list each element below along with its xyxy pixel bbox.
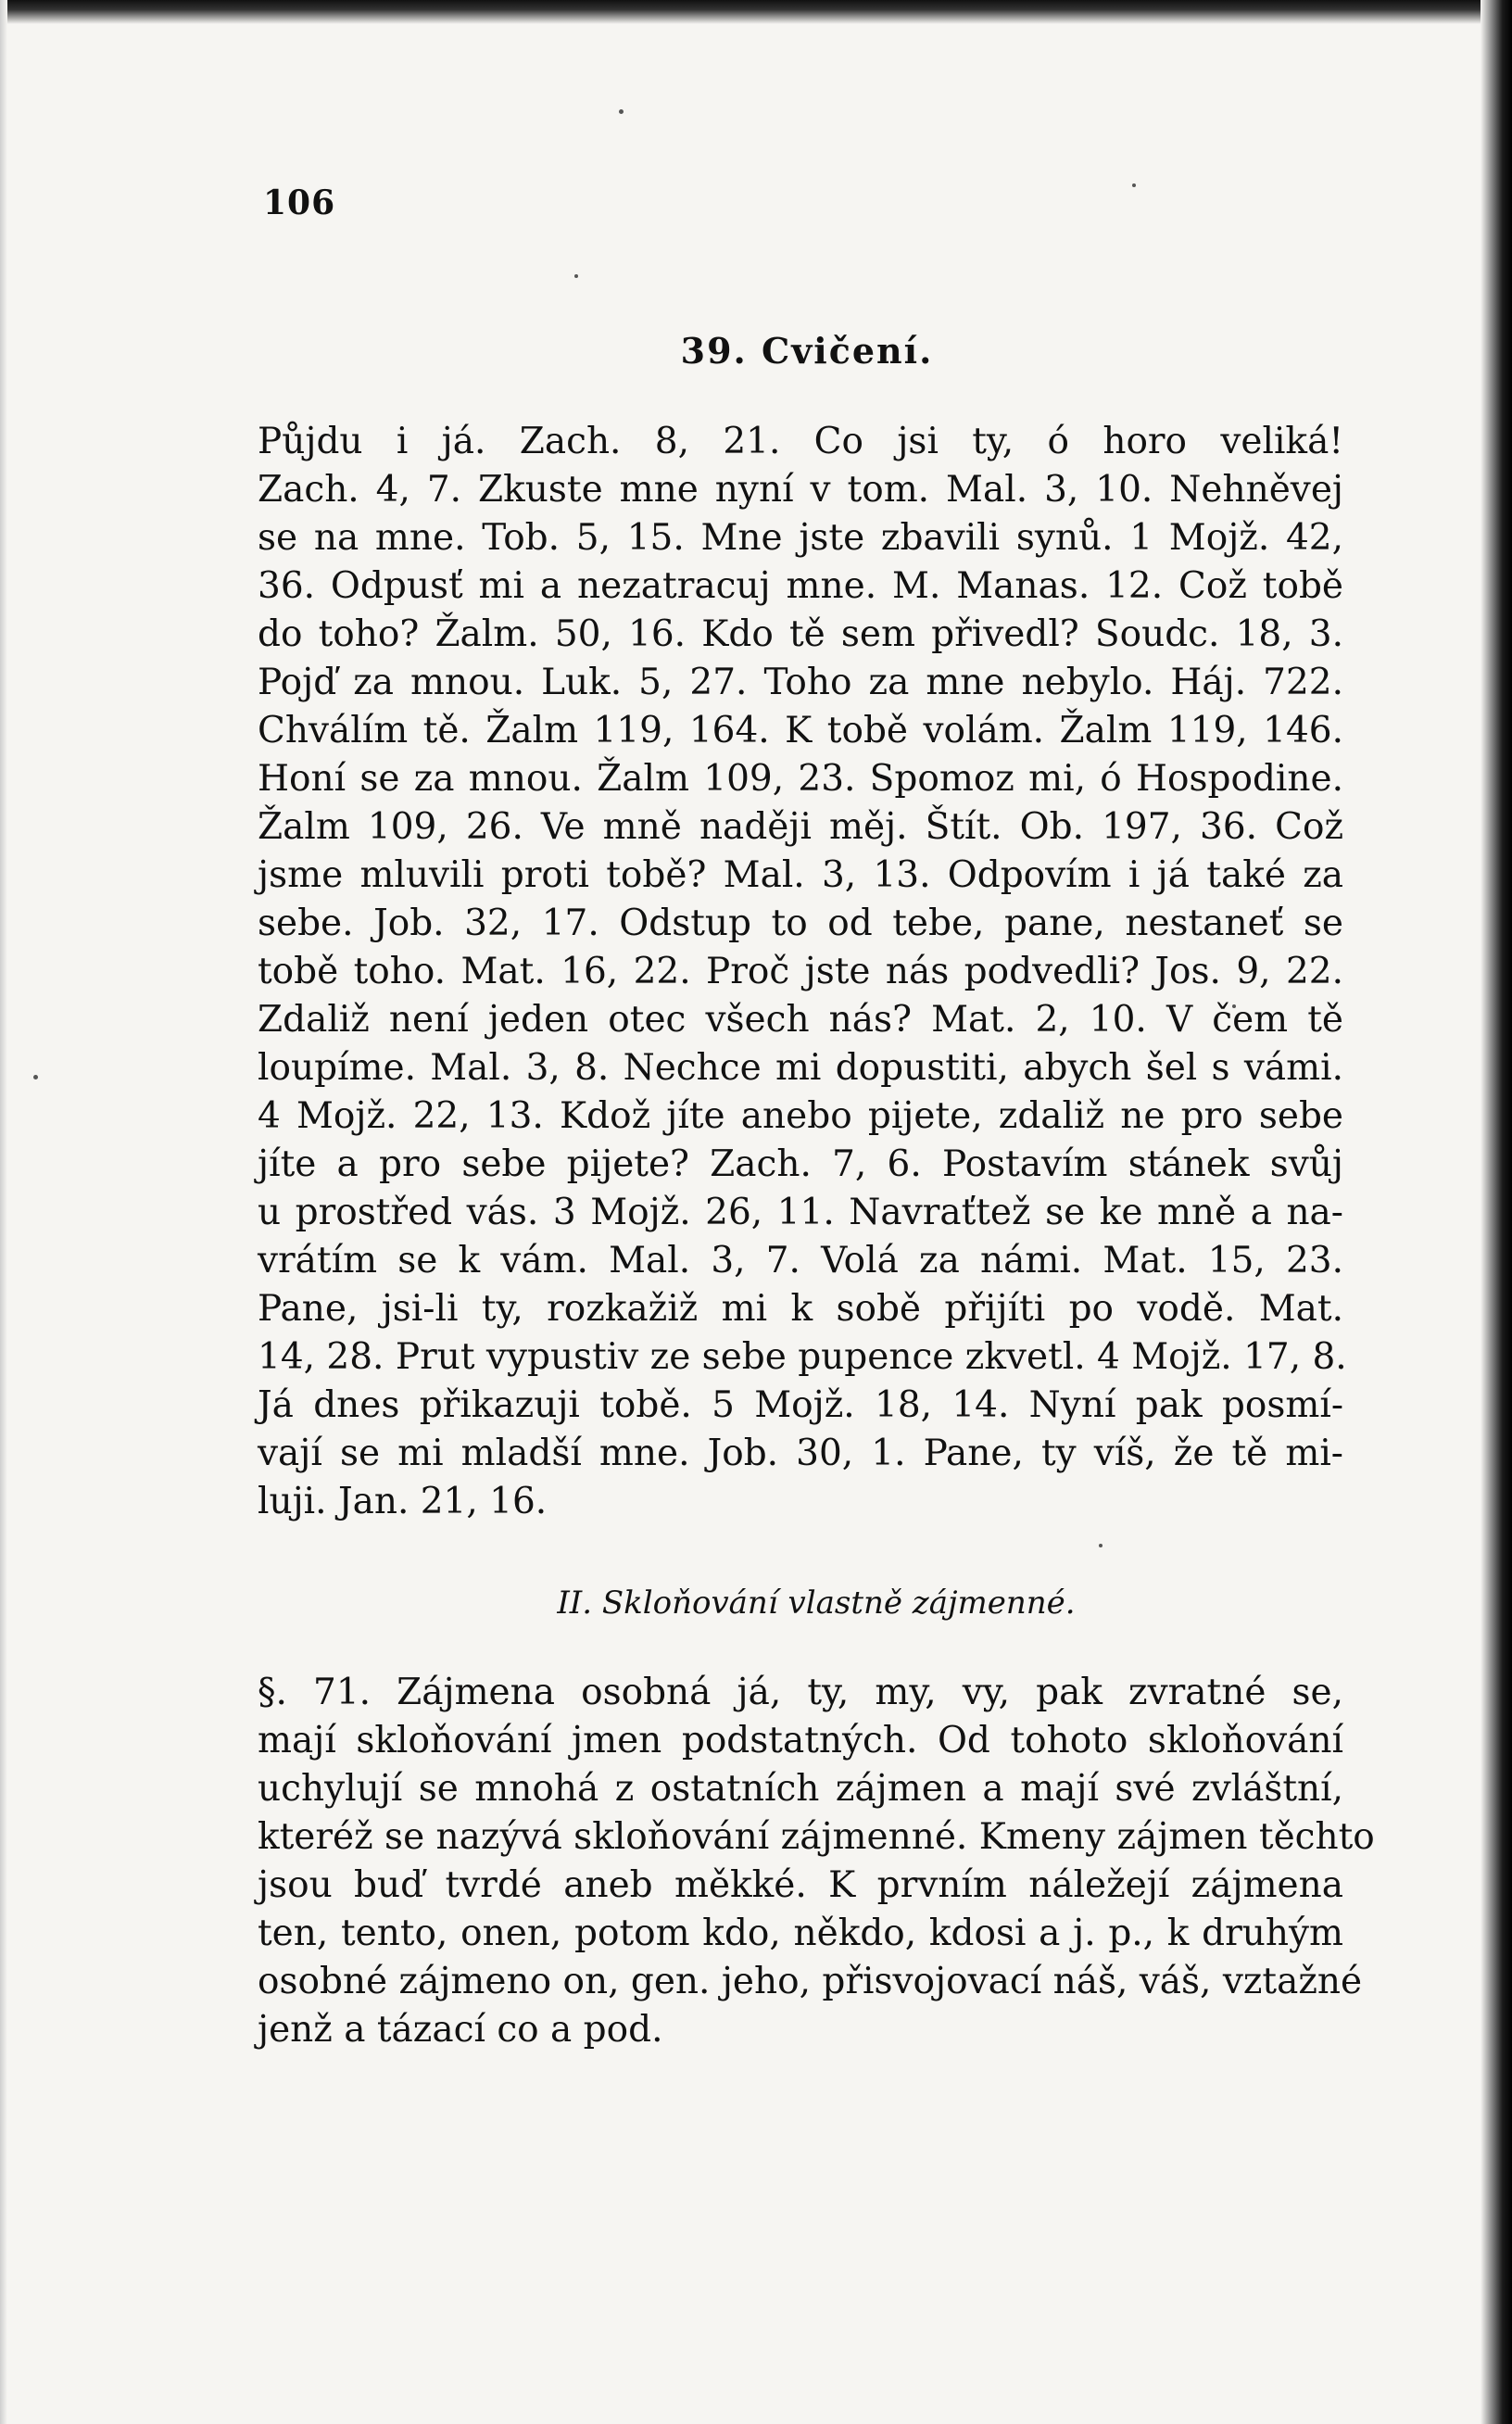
text-line: uchylují se mnohá z ostatních zájmen a mají své zvláštní, (258, 1768, 1343, 1810)
text-line: sebe. Job. 32, 17. Odstup to od tebe, pane, nestaneť se (258, 903, 1343, 944)
text-line: se na mne. Tob. 5, 15. Mne jste zbavili synů. 1 Mojž. 42, (258, 517, 1343, 559)
text-line: 36. Odpusť mi a nezatracuj mne. M. Manas. 12. Což tobě (258, 565, 1343, 607)
text-line: kteréž se nazývá skloňování zájmenné. Kmeny zájmen těchto (258, 1816, 1375, 1858)
text-line: ten, tento, onen, potom kdo, někdo, kdosi a j. p., k druhým (258, 1913, 1343, 1954)
text-line: jsou buď tvrdé aneb měkké. K prvním náležejí zájmena (258, 1864, 1343, 1906)
text-line: Pane, jsi-li ty, rozkažiž mi k sobě přijíti po vodě. Mat. (258, 1288, 1343, 1330)
text-line: Pojď za mnou. Luk. 5, 27. Toho za mne nebylo. Háj. 722. (258, 662, 1343, 703)
section-paragraph (258, 1669, 1375, 2054)
text-line: Honí se za mnou. Žalm 109, 23. Spomoz mi, ó Hospodine. (258, 758, 1343, 800)
text-line: mají skloňování jmen podstatných. Od tohoto skloňování (258, 1720, 1343, 1761)
text-line: osobné zájmeno on, gen. jeho, přisvojovací náš, váš, vztažné (258, 1961, 1363, 2002)
text-line: vají se mi mladší mne. Job. 30, 1. Pane, ty víš, že tě mi- (258, 1433, 1343, 1474)
text-line: Půjdu i já. Zach. 8, 21. Co jsi ty, ó horo veliká! (258, 421, 1343, 462)
text-line: jíte a pro sebe pijete? Zach. 7, 6. Postavím stánek svůj (258, 1143, 1343, 1185)
text-line: Žalm 109, 26. Ve mně naději měj. Štít. Ob. 197, 36. Což (258, 806, 1343, 848)
text-line: Zdaliž není jeden otec všech nás? Mat. 2, 10. V čem tě (258, 999, 1343, 1041)
text-line: jenž a tázací co a pod. (258, 2009, 663, 2051)
text-line: Já dnes přikazuji tobě. 5 Mojž. 18, 14. Nyní pak posmí- (258, 1384, 1343, 1426)
exercise-heading: 39. Cvičení. (680, 330, 934, 372)
text-line: 14, 28. Prut vypustiv ze sebe pupence zkvetl. 4 Mojž. 17, 8. (258, 1336, 1347, 1378)
page-number: 106 (263, 183, 336, 222)
text-line: loupíme. Mal. 3, 8. Nechce mi dopustiti, abych šel s vámi. (258, 1047, 1343, 1089)
exercise-paragraph (258, 418, 1347, 1526)
text-line: §. 71. Zájmena osobná já, ty, my, vy, pak zvratné se, (258, 1672, 1343, 1713)
text-line: Chválím tě. Žalm 119, 164. K tobě volám. Žalm 119, 146. (258, 710, 1343, 751)
text-line: vrátím se k vám. Mal. 3, 7. Volá za námi. Mat. 15, 23. (258, 1240, 1343, 1281)
text-line: luji. Jan. 21, 16. (258, 1481, 548, 1522)
text-line: u prostřed vás. 3 Mojž. 26, 11. Navraťtež se ke mně a na- (258, 1192, 1343, 1233)
text-line: do toho? Žalm. 50, 16. Kdo tě sem přivedl? Soudc. 18, 3. (258, 613, 1343, 655)
text-line: jsme mluvili proti tobě? Mal. 3, 13. Odpovím i já také za (258, 854, 1343, 896)
section-heading: II. Skloňování vlastně zájmenné. (557, 1584, 1076, 1622)
text-line: tobě toho. Mat. 16, 22. Proč jste nás podvedli? Jos. 9, 22. (258, 951, 1343, 992)
text-line: Zach. 4, 7. Zkuste mne nyní v tom. Mal. 3, 10. Nehněvej (258, 469, 1343, 511)
page-edge-top (0, 0, 1512, 24)
text-line: 4 Mojž. 22, 13. Kdož jíte anebo pijete, zdaliž ne pro sebe (258, 1095, 1343, 1137)
